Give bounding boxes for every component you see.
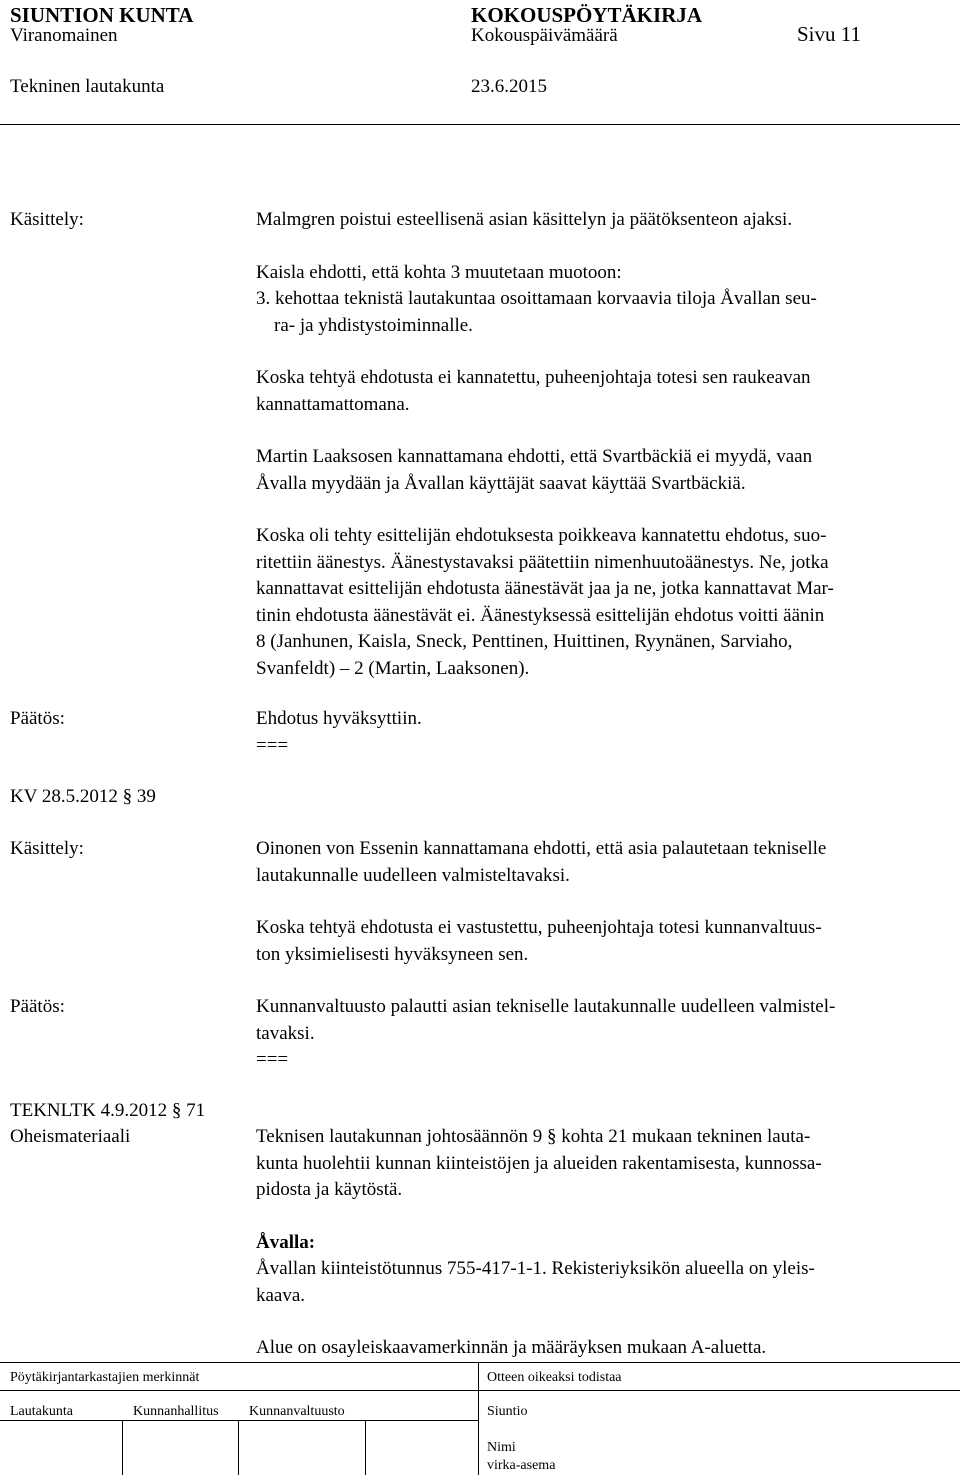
paragraph: kannattamattomana. [256,393,410,415]
section-body [256,207,956,682]
section-body [256,836,956,968]
paragraph: kunta huolehtii kunnan kiinteistöjen ja alueiden rakentamisesta, kunnossa- [256,1152,822,1174]
paragraph: Koska tehtyä ehdotusta ei vastustettu, puheenjohtaja totesi kunnanvaltuus- [256,917,822,938]
separator: === [256,1049,289,1070]
paragraph: Malmgren poistui esteellisenä asian käsittelyn ja päätöksenteon ajaksi. [256,209,793,230]
decision-body [256,994,956,1074]
decision-text: tavaksi. [256,1022,315,1044]
paragraph: 8 (Janhunen, Kaisla, Sneck, Penttinen, Huittinen, Ryynänen, Sarviaho, [256,631,793,652]
paragraph: lautakunnalle uudelleen valmisteltavaksi. [256,864,570,886]
paragraph: kaava. [256,1284,306,1306]
certified-label: Otteen oikeaksi todistaa [487,1370,622,1385]
paragraph: Martin Laaksosen kannattamana ehdotti, että Svartbäckiä ei myydä, vaan [256,446,813,467]
separator: === [256,734,289,756]
authority-label: Viranomainen [10,25,118,46]
decision-text: Ehdotus hyväksyttiin. [256,708,422,729]
section-label: Käsittely: [10,209,84,230]
subheading: Åvalla: [256,1231,316,1253]
section-label: Oheismateriaali [10,1126,131,1147]
footer-position: virka-asema [487,1458,556,1473]
paragraph: 3. kehottaa teknistä lautakuntaa osoittamaan korvaavia tiloja Åvallan seu- [256,288,817,309]
reference: TEKNLTK 4.9.2012 § 71 [10,1100,206,1121]
decision-label: Päätös: [10,708,65,729]
footer-column-board: Lautakunta [10,1404,73,1419]
decision-text: Kunnanvaltuusto palautti asian tekniselle lautakunnalle uudelleen valmistel- [256,996,836,1017]
footer-row-border [0,1420,478,1421]
page-number: Sivu 11 [797,22,861,46]
paragraph: Svanfeldt) – 2 (Martin, Laaksonen). [256,657,530,679]
section-label: Käsittely: [10,838,84,859]
paragraph: Koska oli tehty esittelijän ehdotuksesta poikkeava kannatettu ehdotus, suo- [256,525,827,546]
paragraph: ritettiin äänestys. Äänestystavaksi päätettiin nimenhuutoäänestys. Ne, jotka [256,551,829,573]
header-divider [0,124,960,125]
section-body [256,1124,956,1362]
decision-body [256,706,956,759]
paragraph: tinin ehdotusta äänestävät ei. Äänestyksessä esittelijän ehdotus voitti äänin [256,604,825,626]
paragraph: Oinonen von Essenin kannattamana ehdotti, että asia palautetaan tekniselle [256,838,827,859]
document-type: KOKOUSPÖYTÄKIRJA [471,3,703,27]
footer-name: Nimi [487,1440,516,1455]
paragraph: ra- ja yhdistystoiminnalle. [274,314,473,336]
footer-cell-divider [365,1420,366,1475]
paragraph: Teknisen lautakunnan johtosäännön 9 § kohta 21 mukaan tekninen lauta- [256,1126,811,1147]
decision-label: Päätös: [10,996,65,1017]
paragraph: Alue on osayleiskaavamerkinnän ja määräyksen mukaan A-aluetta. [256,1337,767,1358]
authority-name: Tekninen lautakunta [10,76,165,97]
paragraph: Koska tehtyä ehdotusta ei kannatettu, puheenjohtaja totesi sen raukeavan [256,367,811,388]
footer-mid-border [0,1390,960,1391]
footer-column-council: Kunnanvaltuusto [249,1404,345,1419]
meeting-date: 23.6.2015 [471,76,547,97]
footer-top-border [0,1362,960,1363]
paragraph: ton yksimielisesti hyväksyneen sen. [256,943,529,965]
reviewers-label: Pöytäkirjantarkastajien merkinnät [10,1370,200,1385]
footer-cell-divider [238,1420,239,1475]
footer-cell-divider [122,1420,123,1475]
paragraph: Åvallan kiinteistötunnus 755-417-1-1. Rekisteriyksikön alueella on yleis- [256,1258,815,1279]
org-name: SIUNTION KUNTA [10,3,194,27]
date-label: Kokouspäivämäärä [471,25,618,46]
footer-place: Siuntio [487,1404,528,1419]
footer-center-divider [478,1362,479,1475]
footer-column-government: Kunnanhallitus [133,1404,219,1419]
paragraph: Åvalla myydään ja Åvallan käyttäjät saavat käyttää Svartbäckiä. [256,472,746,494]
paragraph: pidosta ja käytöstä. [256,1179,403,1200]
paragraph: Kaisla ehdotti, että kohta 3 muutetaan muotoon: [256,261,622,283]
paragraph: kannattavat esittelijän ehdotusta äänestävät jaa ja ne, jotka kannattavat Mar- [256,578,834,599]
reference: KV 28.5.2012 § 39 [10,786,156,807]
